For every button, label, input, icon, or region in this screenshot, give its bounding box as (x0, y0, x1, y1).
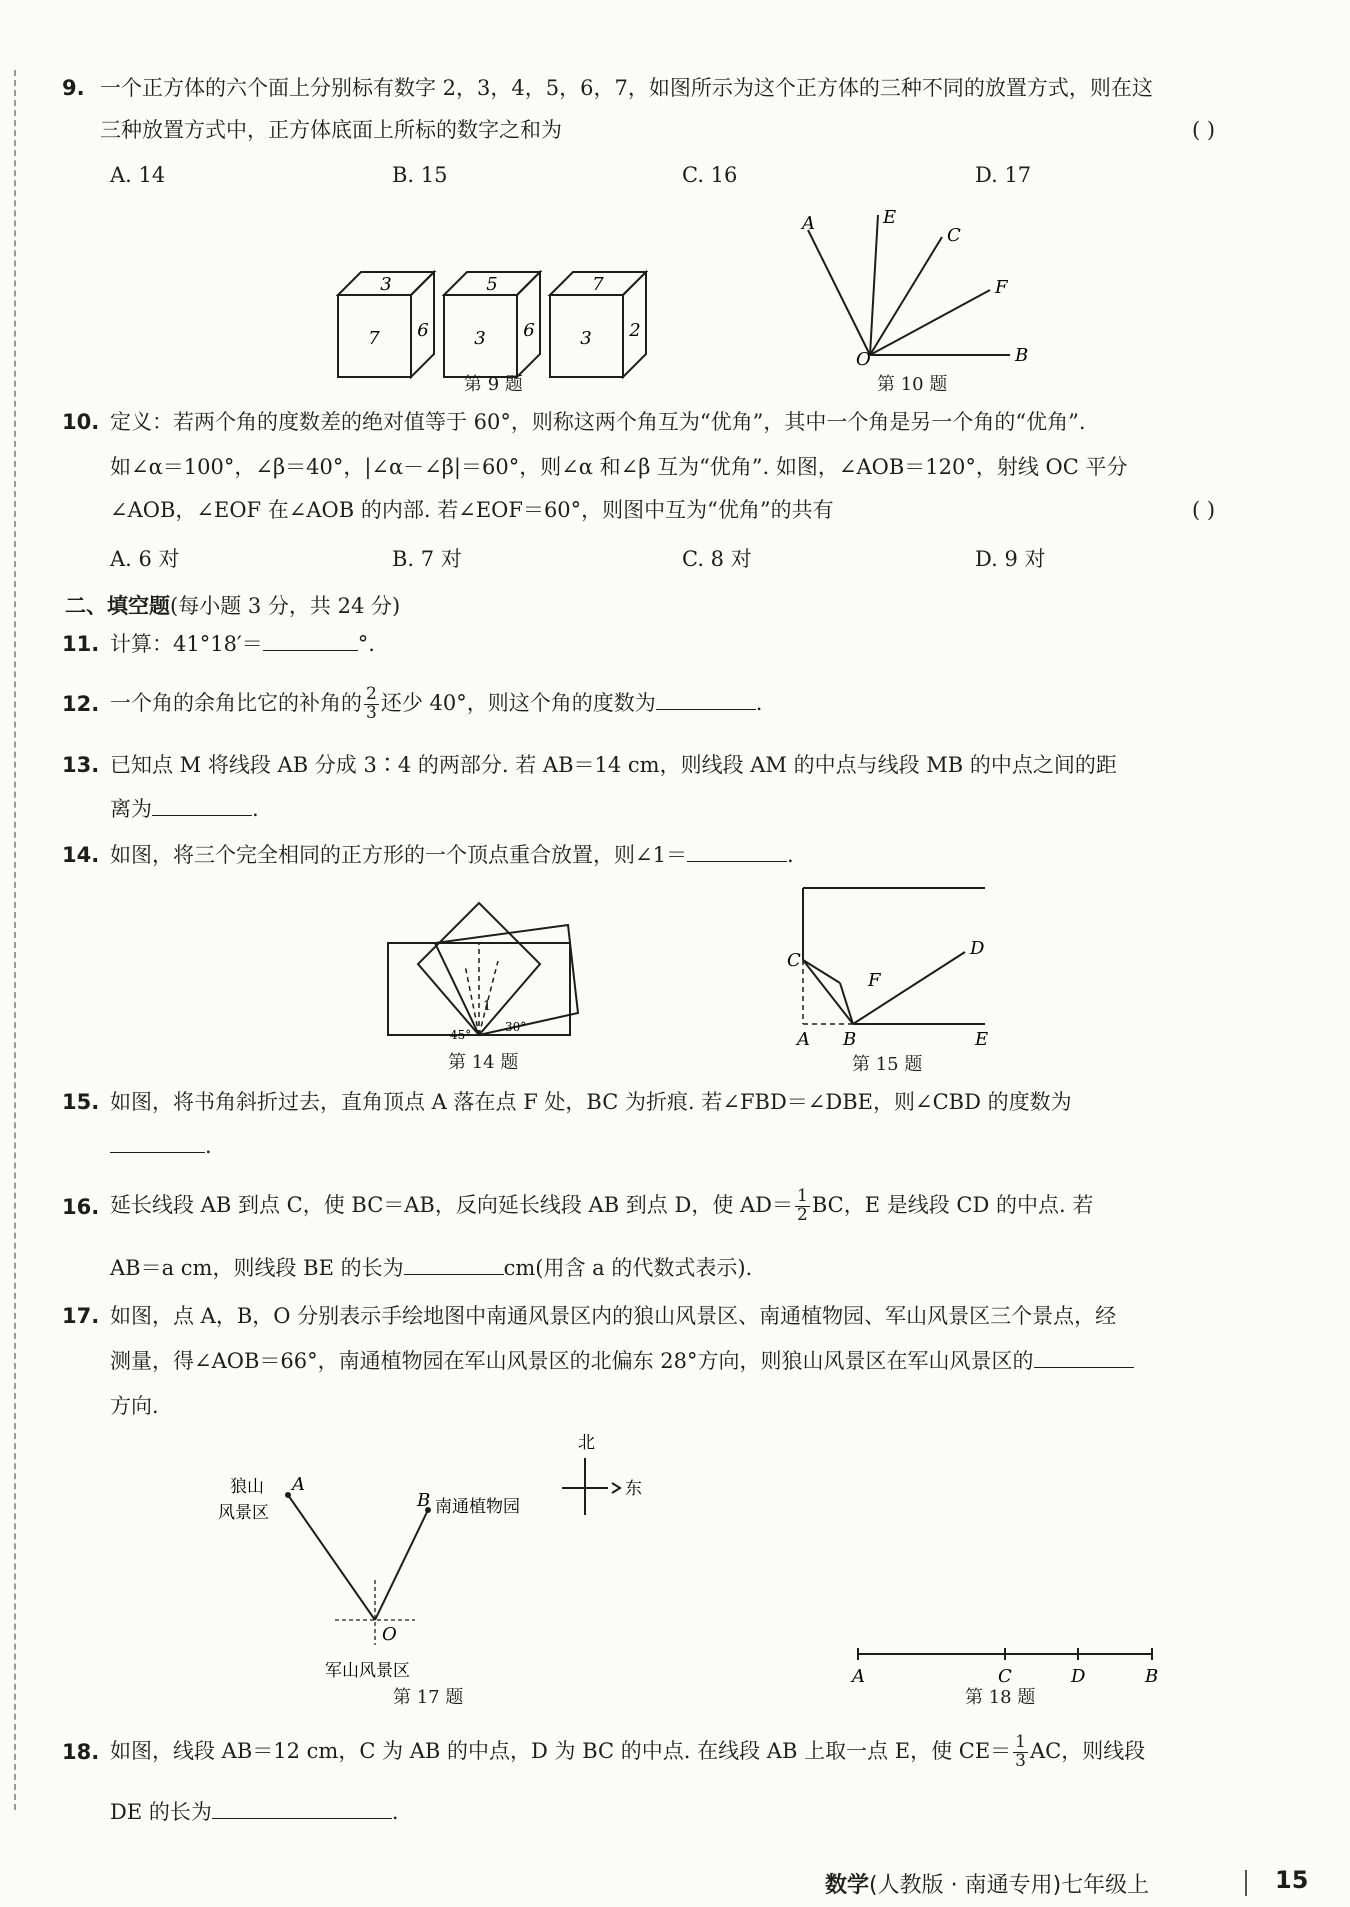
footer-subject: 数学 (825, 1873, 870, 1898)
q18-frac-numerator: 1 (1015, 1732, 1026, 1753)
fig14-angle1: 1 (483, 999, 492, 1014)
fig17-caption: 第 17 题 (393, 1687, 464, 1708)
cube3-side: 2 (629, 320, 641, 341)
fig18-label-b: B (1145, 1666, 1159, 1687)
q13-text-line1: 已知点 M 将线段 AB 分成 3∶4 的两部分. 若 AB＝14 cm，则线段 AM 的中点与线段 MB 的中点之间的距 (110, 753, 1117, 777)
q17-line2 (110, 1349, 1134, 1374)
cube2-top: 5 (486, 274, 498, 295)
q9-option-a: A. 14 (110, 163, 166, 187)
page-footer (825, 1868, 1149, 1899)
cube1-top: 3 (380, 274, 392, 295)
fig15-caption: 第 15 题 (852, 1054, 923, 1075)
q10-text-line2: 如∠α＝100°，∠β＝40°，|∠α－∠β|＝60°，则∠α 和∠β 互为“优角”. 如图，∠AOB＝120°，射线 OC 平分 (110, 455, 1128, 479)
q13-line2 (110, 797, 259, 822)
q10-answer-paren: ( ) (1192, 498, 1216, 522)
fig18-caption: 第 18 题 (965, 1687, 1036, 1708)
q16-text-post: BC，E 是线段 CD 的中点. 若 (811, 1193, 1094, 1217)
cube3-top: 7 (592, 274, 604, 295)
q9-text-line1: 一个正方体的六个面上分别标有数字 2，3，4，5，6，7，如图所示为这个正方体的三种不同的放置方式，则在这 (100, 76, 1153, 100)
fig17-label-b: B (417, 1490, 431, 1511)
q15-line2 (110, 1134, 212, 1159)
fig14-angle30: 30° (505, 1020, 527, 1034)
cube1-front: 7 (368, 328, 380, 349)
q14-number: 14. (62, 843, 100, 867)
q16-text-pre: 延长线段 AB 到点 C，使 BC＝AB，反向延长线段 AB 到点 D，使 AD＝ (110, 1193, 793, 1217)
q18-frac-denominator: 3 (1015, 1751, 1026, 1771)
fig10-caption: 第 10 题 (877, 374, 948, 395)
q18-answer-blank[interactable] (212, 1800, 392, 1819)
q16-text-line2-post: cm(用含 a 的代数式表示). (503, 1256, 753, 1280)
q11-line (110, 632, 375, 657)
q10-option-a: A. 6 对 (110, 547, 180, 571)
fig17-b-name: 南通植物园 (435, 1497, 520, 1517)
q11-number: 11. (62, 632, 100, 656)
footer-divider (1245, 1870, 1247, 1896)
q10-number: 10. (62, 410, 100, 434)
q13-text-line2: 离为 (110, 797, 152, 821)
fig10-rays (790, 205, 1040, 370)
q18-line1 (110, 1726, 1145, 1776)
q15-tail: . (205, 1134, 212, 1158)
q15-number: 15. (62, 1090, 100, 1114)
cube2-front: 3 (474, 328, 486, 349)
binding-margin-line (14, 70, 16, 1810)
q16-number: 16. (62, 1195, 100, 1219)
fig14-squares (380, 895, 595, 1045)
q16-line1 (110, 1180, 1093, 1230)
q10-option-c: C. 8 对 (682, 547, 752, 571)
cube3-front: 3 (580, 328, 592, 349)
fig17-a-name1: 狼山 (230, 1477, 264, 1497)
q9-number: 9. (62, 76, 85, 100)
q15-text-line1: 如图，将书角斜折过去，直角顶点 A 落在点 F 处，BC 为折痕. 若∠FBD＝∠DBE，则∠CBD 的度数为 (110, 1090, 1072, 1114)
q17-answer-blank[interactable] (1034, 1349, 1134, 1368)
fig15-label-e: E (975, 1029, 989, 1050)
footer-edition: (人教版 · 南通专用)七年级上 (869, 1873, 1150, 1898)
q9-option-b: B. 15 (392, 163, 448, 187)
q14-answer-blank[interactable] (687, 843, 787, 862)
fig18-label-d: D (1071, 1666, 1086, 1687)
q14-tail: . (786, 843, 794, 867)
fig17-label-o: O (382, 1624, 397, 1645)
fig17-a-name2: 风景区 (218, 1503, 269, 1523)
fig10-label-c: C (947, 225, 961, 246)
q18-line2 (110, 1800, 399, 1825)
q16-frac-denominator: 2 (797, 1205, 808, 1225)
fig15-fold (785, 880, 1010, 1050)
q13-tail: . (252, 797, 259, 821)
q11-tail: °. (357, 632, 375, 656)
cube2-side: 6 (523, 320, 535, 341)
q9-text-line2: 三种放置方式中，正方体底面上所标的数字之和为 (100, 118, 562, 142)
q17-text-line1: 如图，点 A，B，O 分别表示手绘地图中南通风景区内的狼山风景区、南通植物园、军山风景区三个景点，经 (110, 1304, 1117, 1328)
q12-line (110, 678, 762, 728)
section2-title: 二、填空题 (65, 594, 170, 618)
q18-text-pre: 如图，线段 AB＝12 cm，C 为 AB 的中点，D 为 BC 的中点. 在线段 AB 上取一点 E，使 CE＝ (110, 1739, 1012, 1763)
q16-text-line2-pre: AB＝a cm，则线段 BE 的长为 (110, 1256, 404, 1280)
section2-note: (每小题 3 分，共 24 分) (170, 594, 401, 618)
q16-frac-numerator: 1 (797, 1186, 808, 1207)
q17-text-line2: 测量，得∠AOB＝66°，南通植物园在军山风景区的北偏东 28°方向，则狼山风景区在军山风景区的 (110, 1349, 1034, 1373)
q12-frac-denominator: 3 (366, 703, 377, 723)
q18-text-line2: DE 的长为 (110, 1800, 212, 1824)
fig15-label-f: F (868, 970, 881, 991)
fig17-north-label: 北 (578, 1433, 595, 1453)
fig10-label-o: O (856, 349, 871, 370)
fig15-label-b: B (843, 1029, 857, 1050)
q9-answer-paren: ( ) (1192, 118, 1216, 142)
fig14-caption: 第 14 题 (448, 1052, 519, 1073)
q13-answer-blank[interactable] (152, 797, 252, 816)
q13-number: 13. (62, 753, 100, 777)
q10-option-d: D. 9 对 (975, 547, 1046, 571)
q12-tail: . (755, 691, 763, 715)
fig17-east-label: 东 (625, 1479, 642, 1499)
fig17-label-a: A (292, 1474, 305, 1495)
section2-heading (65, 590, 400, 620)
q18-fraction (1013, 1734, 1028, 1771)
q17-number: 17. (62, 1304, 100, 1328)
q17-text-line3: 方向. (110, 1394, 159, 1418)
q11-answer-blank[interactable] (263, 632, 358, 651)
q12-fraction (364, 686, 379, 723)
q9-option-c: C. 16 (682, 163, 738, 187)
fig18-label-a: A (852, 1666, 865, 1687)
fig17-o-name: 军山风景区 (325, 1661, 410, 1681)
q10-option-b: B. 7 对 (392, 547, 462, 571)
q16-answer-blank[interactable] (404, 1256, 504, 1275)
fig15-label-a: A (797, 1029, 810, 1050)
fig15-label-d: D (970, 938, 985, 959)
q9-option-d: D. 17 (975, 163, 1032, 187)
fig10-label-e: E (883, 207, 897, 228)
q12-text-post: 还少 40°，则这个角的度数为 (380, 691, 656, 715)
fig18-label-c: C (998, 1666, 1012, 1687)
q12-number: 12. (62, 692, 100, 716)
fig10-label-f: F (995, 277, 1008, 298)
fig10-label-b: B (1015, 345, 1029, 366)
q11-text: 计算：41°18′＝ (110, 632, 263, 656)
fig17-map (210, 1430, 660, 1710)
q18-number: 18. (62, 1740, 100, 1764)
q12-text-pre: 一个角的余角比它的补角的 (110, 691, 362, 715)
q14-text: 如图，将三个完全相同的正方形的一个顶点重合放置，则∠1＝ (110, 843, 687, 867)
fig10-label-a: A (802, 213, 815, 234)
q18-text-post: AC，则线段 (1030, 1739, 1146, 1763)
q12-answer-blank[interactable] (656, 691, 756, 710)
q15-answer-blank[interactable] (110, 1134, 205, 1153)
fig14-angle45: 45° (450, 1028, 472, 1042)
fig15-label-c: C (787, 950, 801, 971)
q12-frac-numerator: 2 (366, 684, 377, 705)
q18-tail: . (391, 1800, 399, 1824)
page-number: 15 (1275, 1866, 1309, 1894)
q10-text-line1: 定义：若两个角的度数差的绝对值等于 60°，则称这两个角互为“优角”，其中一个角是另一个角的“优角”. (110, 410, 1086, 434)
q10-text-line3: ∠AOB，∠EOF 在∠AOB 的内部. 若∠EOF＝60°，则图中互为“优角”的共有 (110, 498, 834, 522)
q16-fraction (795, 1188, 810, 1225)
q14-line (110, 843, 794, 868)
q16-line2 (110, 1256, 752, 1281)
cube1-side: 6 (417, 320, 429, 341)
fig9-caption: 第 9 题 (464, 374, 523, 395)
